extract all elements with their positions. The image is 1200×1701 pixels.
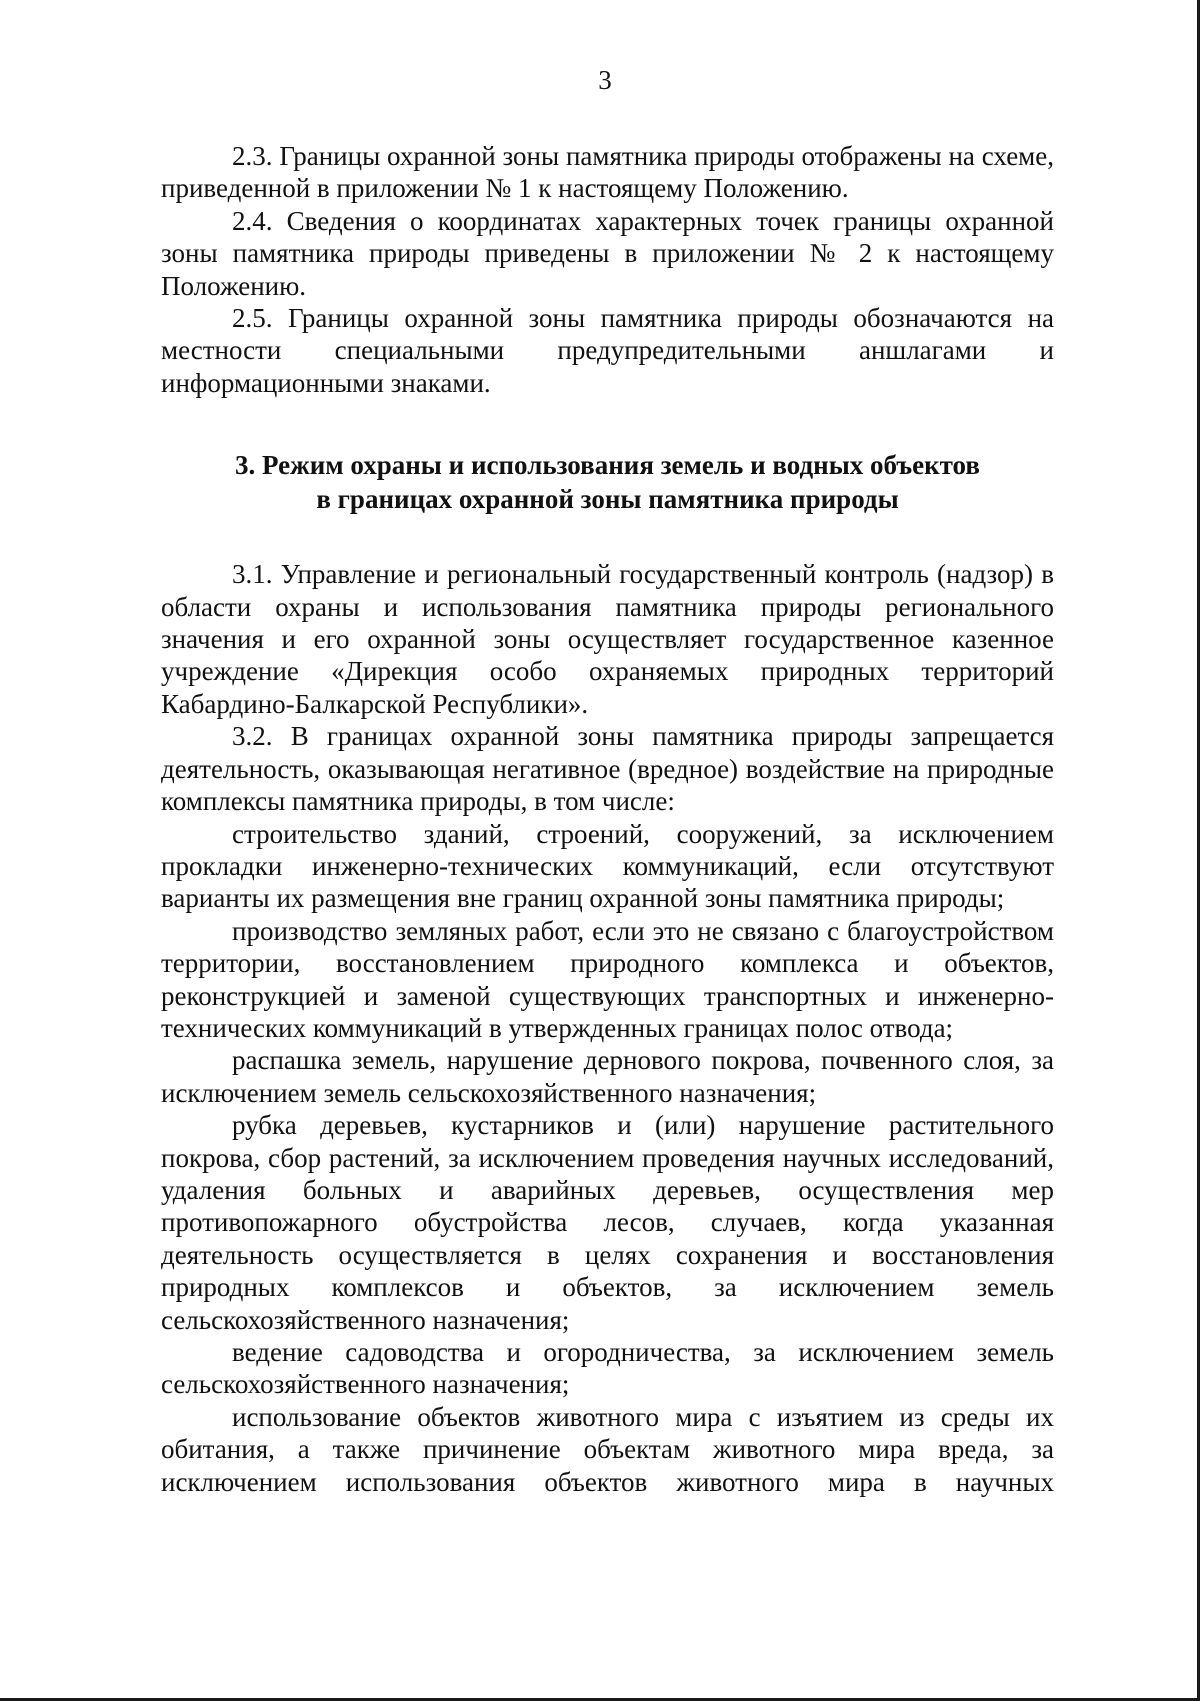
document-body — [161, 140, 1054, 1498]
list-item-tree-felling: рубка деревьев, кустарников и (или) нарушение растительного покрова, сбор растений, за исключением проведения научных исследований, удаления больных и аварийных деревьев, осуществления мер противопожарного обустройства лесов, случаев, когда указанная деятельность осуществляется в целях сохранения и восстановления природных комплексов и объектов, за исключением земель сельскохозяйственного назначения; — [161, 1110, 1054, 1335]
list-item-construction: строительство зданий, строений, сооружений, за исключением прокладки инженерно-технических коммуникаций, если отсутствуют варианты их размещения вне границ охранной зоны памятника природы; — [161, 818, 1054, 914]
paragraph-3-1: 3.1. Управление и региональный государственный контроль (надзор) в области охраны и использования памятника природы регионального значения и его охранной зоны осуществляет государственное казенное учреждение «Дирекция особо охраняемых природных территорий Кабардино-Балкарской Республики». — [161, 559, 1054, 719]
list-item-gardening: ведение садоводства и огородничества, за исключением земель сельскохозяйственного назначения; — [161, 1337, 1054, 1400]
section-3-heading — [161, 448, 1054, 516]
list-item-ploughing: распашка земель, нарушение дернового покрова, почвенного слоя, за исключением земель сельскохозяйственного назначения; — [161, 1045, 1054, 1108]
paragraph-2-4: 2.4. Сведения о координатах характерных точек границы охранной зоны памятника природы приведены в приложении № 2 к настоящему Положению. — [161, 205, 1054, 301]
paragraph-2-5: 2.5. Границы охранной зоны памятника природы обозначаются на местности специальными предупредительными аншлагами и информационными знаками. — [161, 303, 1054, 398]
list-item-wildlife-use: использование объектов животного мира с изъятием из среды их обитания, а также причинение объектам животного мира вреда, за исключением использования объектов животного мира в научных — [161, 1401, 1054, 1497]
list-item-earthworks: производство земляных работ, если это не связано с благоустройством территории, восстановлением природного комплекса и объектов, реконструкцией и заменой существующих транспортных и инженерно-технических коммуникаций в утвержденных границах полос отвода; — [161, 915, 1054, 1043]
page-number: 3 — [598, 65, 612, 95]
section-3-heading-line-1: 3. Режим охраны и использования земель и водных объектов — [235, 450, 980, 481]
section-3-heading-line-2: в границах охранной зоны памятника природы — [316, 484, 899, 515]
paragraph-3-2: 3.2. В границах охранной зоны памятника природы запрещается деятельность, оказывающая негативное (вредное) воздействие на природные комплексы памятника природы, в том числе: — [161, 721, 1054, 817]
paragraph-2-3: 2.3. Границы охранной зоны памятника природы отображены на схеме, приведенной в приложении № 1 к настоящему Положению. — [161, 141, 1054, 204]
